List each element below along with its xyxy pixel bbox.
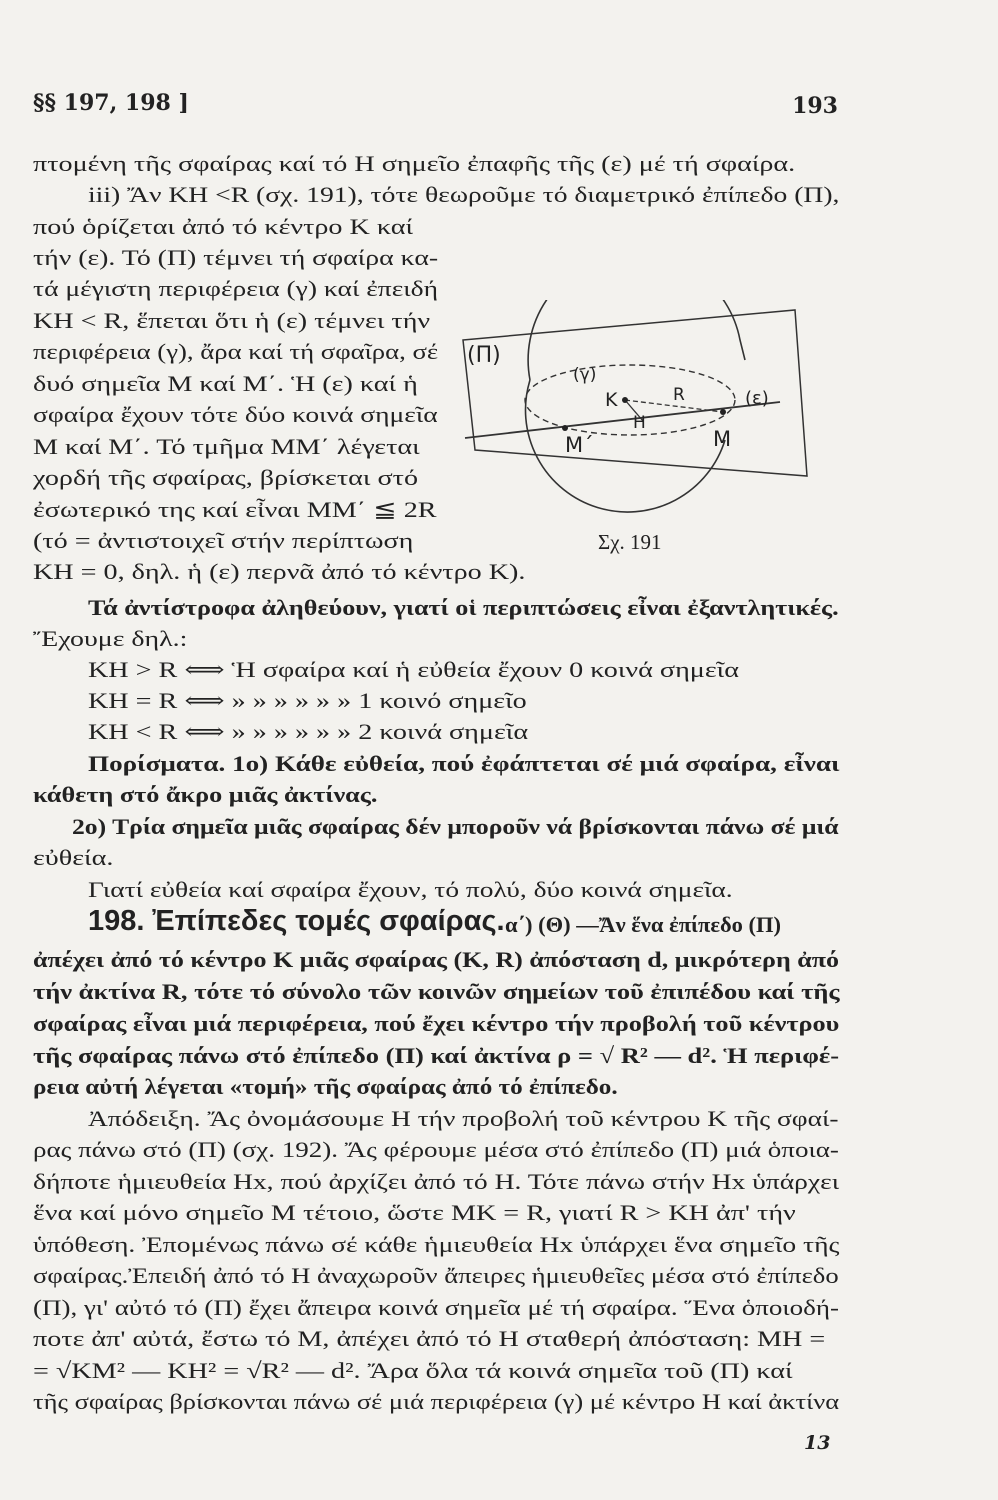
text-line: ποτε ἀπ' αὐτά, ἔστω τό Μ, ἀπέχει ἀπό τό Η σταθερή ἀπόσταση: ΜΗ = — [33, 1326, 826, 1351]
text-line: ΚΗ < R, ἕπεται ὅτι ἡ (ε) τέμνει τήν — [33, 308, 431, 333]
figure-191-sphere-plane — [445, 300, 815, 530]
label-gamma: (γ) — [573, 365, 597, 385]
text-line: ἕνα καί μόνο σημεῖο Μ τέτοιο, ὥστε ΜΚ = R, γιατί R > ΚΗ ἀπ' τήν — [33, 1200, 796, 1225]
text-line: ΚΗ = 0, δηλ. ἡ (ε) περνᾶ ἀπό τό κέντρο Κ). — [33, 559, 526, 584]
text-line: ΚΗ > R ⟺ Ἡ σφαίρα καί ἡ εὐθεία ἔχουν 0 κοινά σημεῖα — [88, 657, 739, 682]
line-epsilon — [465, 402, 780, 438]
theorem-intro: α΄) (Θ) —Ἄν ἕνα ἐπίπεδο (Π) — [505, 912, 781, 937]
text-line: Πορίσματα. 1ο) Κάθε εὐθεία, πού ἐφάπτεται σέ μιά σφαίρα, εἶναι — [88, 751, 840, 776]
text-line: περιφέρεια (γ), ἄρα καί τή σφαῖρα, σέ — [33, 339, 439, 364]
text-line: τήν ἀκτίνα R, τότε τό σύνολο τῶν κοινῶν σημείων τοῦ ἐπιπέδου καί τῆς — [33, 979, 840, 1004]
label-H: H — [633, 413, 646, 433]
text-line: ἐσωτερικό της καί εἶναι ΜΜ΄ ≦ 2R — [33, 497, 437, 522]
text-line: Τά ἀντίστροφα ἀληθεύουν, γιατί οἱ περιπτώσεις εἶναι ἐξαντλητικές. — [88, 595, 839, 620]
point-M — [720, 409, 726, 415]
figure-caption: Σχ. 191 — [598, 530, 662, 554]
text-line: τά μέγιστη περιφέρεια (γ) καί ἐπειδή — [33, 276, 439, 301]
text-line: σφαίρα ἔχουν τότε δύο κοινά σημεῖα — [33, 402, 438, 427]
text-line: (Π), γι' αὐτό τό (Π) ἔχει ἄπειρα κοινά σημεῖα μέ τή σφαίρα. Ἕνα ὁποιοδή- — [33, 1295, 839, 1320]
text-line: ὑπόθεση. Ἐπομένως πάνω σέ κάθε ἡμιευθεία Ηx ὑπάρχει ἕνα σημεῖο τῆς — [33, 1232, 840, 1257]
text-line: πού ὁρίζεται ἀπό τό κέντρο Κ καί — [33, 214, 414, 239]
text-line: ρεια αὐτή λέγεται «τομή» τῆς σφαίρας ἀπό τό ἐπίπεδο. — [33, 1074, 618, 1099]
text-line: τήν (ε). Τό (Π) τέμνει τή σφαίρα κα- — [33, 245, 439, 270]
point-K — [622, 397, 628, 403]
text-line: κάθετη στό ἄκρο μιᾶς ἀκτίνας. — [33, 782, 378, 807]
section-heading: 198. Ἐπίπεδες τομές σφαίρας. — [88, 905, 505, 937]
running-header-sections: §§ 197, 198 ] — [33, 90, 189, 116]
text-line: ρας πάνω στό (Π) (σχ. 192). Ἄς φέρουμε μέσα στό ἐπίπεδο (Π) μιά ὁποια- — [33, 1137, 839, 1162]
text-line: σφαίρας.Ἐπειδή ἀπό τό Η ἀναχωροῦν ἄπειρες ἡμιευθεῖες μέσα στό ἐπίπεδο — [33, 1263, 839, 1288]
label-epsilon: (ε) — [745, 388, 769, 409]
text-line: ἀπέχει ἀπό τό κέντρο Κ μιᾶς σφαίρας (Κ, R) ἀπόσταση d, μικρότερη ἀπό — [33, 947, 840, 972]
signature-mark: 13 — [804, 1432, 831, 1454]
text-line: ΚΗ < R ⟺ » » » » » » 2 κοινά σημεῖα — [88, 719, 529, 744]
label-plane: (Π) — [467, 343, 501, 368]
label-M: M — [713, 427, 732, 451]
page-number: 193 — [792, 93, 838, 119]
text-line: Μ καί Μ΄. Τό τμῆμα ΜΜ΄ λέγεται — [33, 434, 420, 459]
text-line: = √ΚΜ² — ΚΗ² = √R² — d². Ἄρα ὅλα τά κοινά σημεῖα τοῦ (Π) καί — [33, 1358, 793, 1383]
text-line: χορδή τῆς σφαίρας, βρίσκεται στό — [33, 465, 419, 490]
text-line: δήποτε ἡμιευθεία Ηx, πού ἀρχίζει ἀπό τό Η. Τότε πάνω στήν Ηx ὑπάρχει — [33, 1169, 840, 1194]
text-line: Ἔχουμε δηλ.: — [33, 626, 188, 651]
text-line: Γιατί εὐθεία καί σφαίρα ἔχουν, τό πολύ, δύο κοινά σημεῖα. — [88, 877, 733, 902]
text-line: εὐθεία. — [33, 845, 114, 870]
text-line: Ἀπόδειξη. Ἄς ὀνομάσουμε Η τήν προβολή τοῦ κέντρου Κ τῆς σφαί- — [88, 1106, 839, 1131]
text-line: τῆς σφαίρας βρίσκονται πάνω σέ μιά περιφέρεια (γ) μέ κέντρο Η καί ἀκτίνα — [33, 1389, 840, 1414]
text-line: 2ο) Τρία σημεῖα μιᾶς σφαίρας δέν μποροῦν νά βρίσκονται πάνω σέ μιά — [72, 814, 839, 839]
sphere-outline — [528, 300, 745, 380]
text-line: (τό = ἀντιστοιχεῖ στήν περίπτωση — [33, 528, 414, 553]
point-Mp — [562, 425, 568, 431]
text-line: iii) Ἄν ΚΗ <R (σχ. 191), τότε θεωροῦμε τό διαμετρικό ἐπίπεδο (Π), — [88, 182, 840, 207]
text-line: σφαίρας εἶναι μιά περιφέρεια, πού ἔχει κέντρο τήν προβολή τοῦ κέντρου — [33, 1011, 840, 1036]
label-Mp: M΄ — [565, 433, 594, 457]
text-line: δυό σημεῖα Μ καί Μ΄. Ἡ (ε) καί ἡ — [33, 371, 418, 396]
text-line: ΚΗ = R ⟺ » » » » » » 1 κοινό σημεῖο — [88, 688, 527, 713]
label-K: K — [605, 389, 618, 411]
text-line: τῆς σφαίρας πάνω στό ἐπίπεδο (Π) καί ἀκτίνα ρ = √ R² — d². Ἡ περιφέ- — [33, 1043, 840, 1068]
text-line: πτομένη τῆς σφαίρας καί τό Η σημεῖο ἐπαφῆς τῆς (ε) μέ τή σφαίρα. — [33, 151, 796, 176]
label-R: R — [673, 385, 685, 405]
